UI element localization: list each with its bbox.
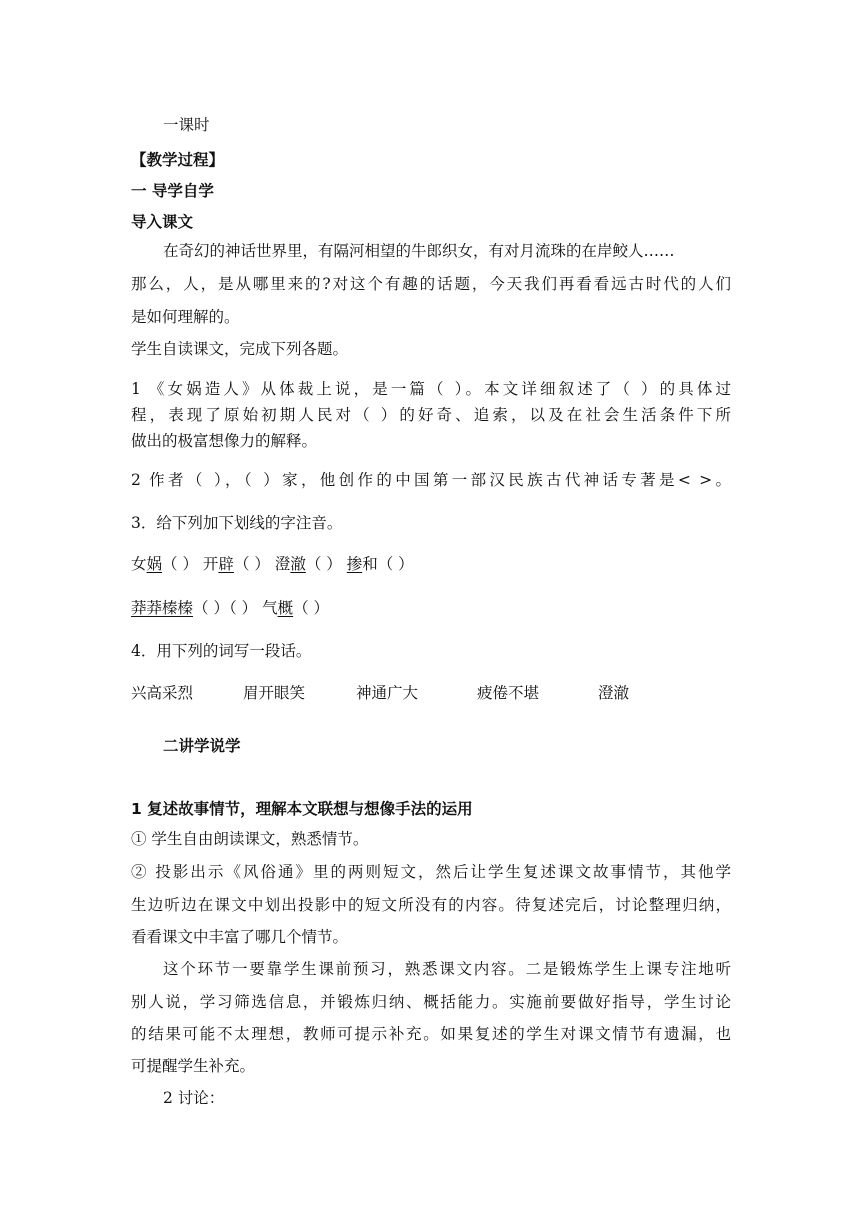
word-list <box>131 682 193 704</box>
self-read-instruction: 学生自读课文，完成下列各题。 <box>131 340 349 358</box>
intro-line-2: 那么，人，是从哪里来的?对这个有趣的话题，今天我们再看看远古时代的人们 <box>131 275 731 293</box>
step-1: ① 学生自由朗读课文，熟悉情节。 <box>131 830 369 848</box>
subsection-1-heading: 1 复述故事情节，理解本文联想与想像手法的运用 <box>131 800 473 818</box>
pinyin-item: 澄澈（ ） <box>274 555 342 573</box>
note-line-2: 别人说，学习筛选信息，并锻炼归纳、概括能力。实施前要做好指导，学生讨论 <box>131 993 731 1011</box>
discussion-heading: 2 讨论： <box>163 1089 225 1107</box>
question-3: 3．给下列加下划线的字注音。 <box>131 514 343 532</box>
word-item: 疲倦不堪 <box>477 684 540 702</box>
pinyin-item: 开辟（ ） <box>202 555 270 573</box>
note-line-4: 可提醒学生补充。 <box>131 1057 256 1075</box>
pinyin-row-1 <box>131 553 414 575</box>
step-2-line-2: 生边听边在课文中划出投影中的短文所没有的内容。待复述完后，讨论整理归纳， <box>131 896 731 914</box>
note-line-3: 的结果可能不太理想，教师可提示补充。如果复述的学生对课文情节有遗漏，也 <box>131 1025 731 1043</box>
word-item: 兴高采烈 <box>131 684 194 702</box>
pinyin-item: 莽莽榛榛（ ）（ ） <box>131 599 258 617</box>
word-item: 神通广大 <box>356 684 419 702</box>
pinyin-item: 气概（ ） <box>262 599 330 617</box>
question-4: 4．用下列的词写一段话。 <box>131 642 312 660</box>
step-2-line-1: ② 投影出示《风俗通》里的两则短文，然后让学生复述课文故事情节，其他学 <box>131 863 731 881</box>
question-2: 2 作者（ ），（ ）家，他创作的中国第一部汉民族古代神话专著是< >。 <box>131 471 731 489</box>
part-two-heading: 二讲学说学 <box>163 737 241 755</box>
pinyin-item: 掺和（ ） <box>346 555 414 573</box>
question-1-line-1: 1 《女娲造人》从体裁上说，是一篇（ ）。本文详细叙述了（ ）的具体过 <box>131 380 731 398</box>
pinyin-row-2 <box>131 597 329 619</box>
pinyin-item: 女娲（ ） <box>131 555 198 573</box>
step-2-line-3: 看看课文中丰富了哪几个情节。 <box>131 928 349 946</box>
section-teaching-process: 【教学过程】 <box>131 151 225 169</box>
word-item: 眉开眼笑 <box>243 684 306 702</box>
question-1-line-2: 程，表现了原始初期人民对（ ）的好奇、追索，以及在社会生活条件下所 <box>131 406 731 424</box>
part-one-heading: 一 导学自学 <box>131 182 214 200</box>
intro-line-1: 在奇幻的神话世界里，有隔河相望的牛郎织女，有对月流珠的在岸鲛人…… <box>163 242 675 260</box>
intro-line-3: 是如何理解的。 <box>131 308 240 326</box>
lesson-hours: 一课时 <box>163 116 210 134</box>
question-1-line-3: 做出的极富想像力的解释。 <box>131 432 318 450</box>
note-line-1: 这个环节一要靠学生课前预习，熟悉课文内容。二是锻炼学生上课专注地听 <box>163 960 731 978</box>
intro-heading: 导入课文 <box>131 213 194 231</box>
word-item: 澄澈 <box>598 684 630 702</box>
